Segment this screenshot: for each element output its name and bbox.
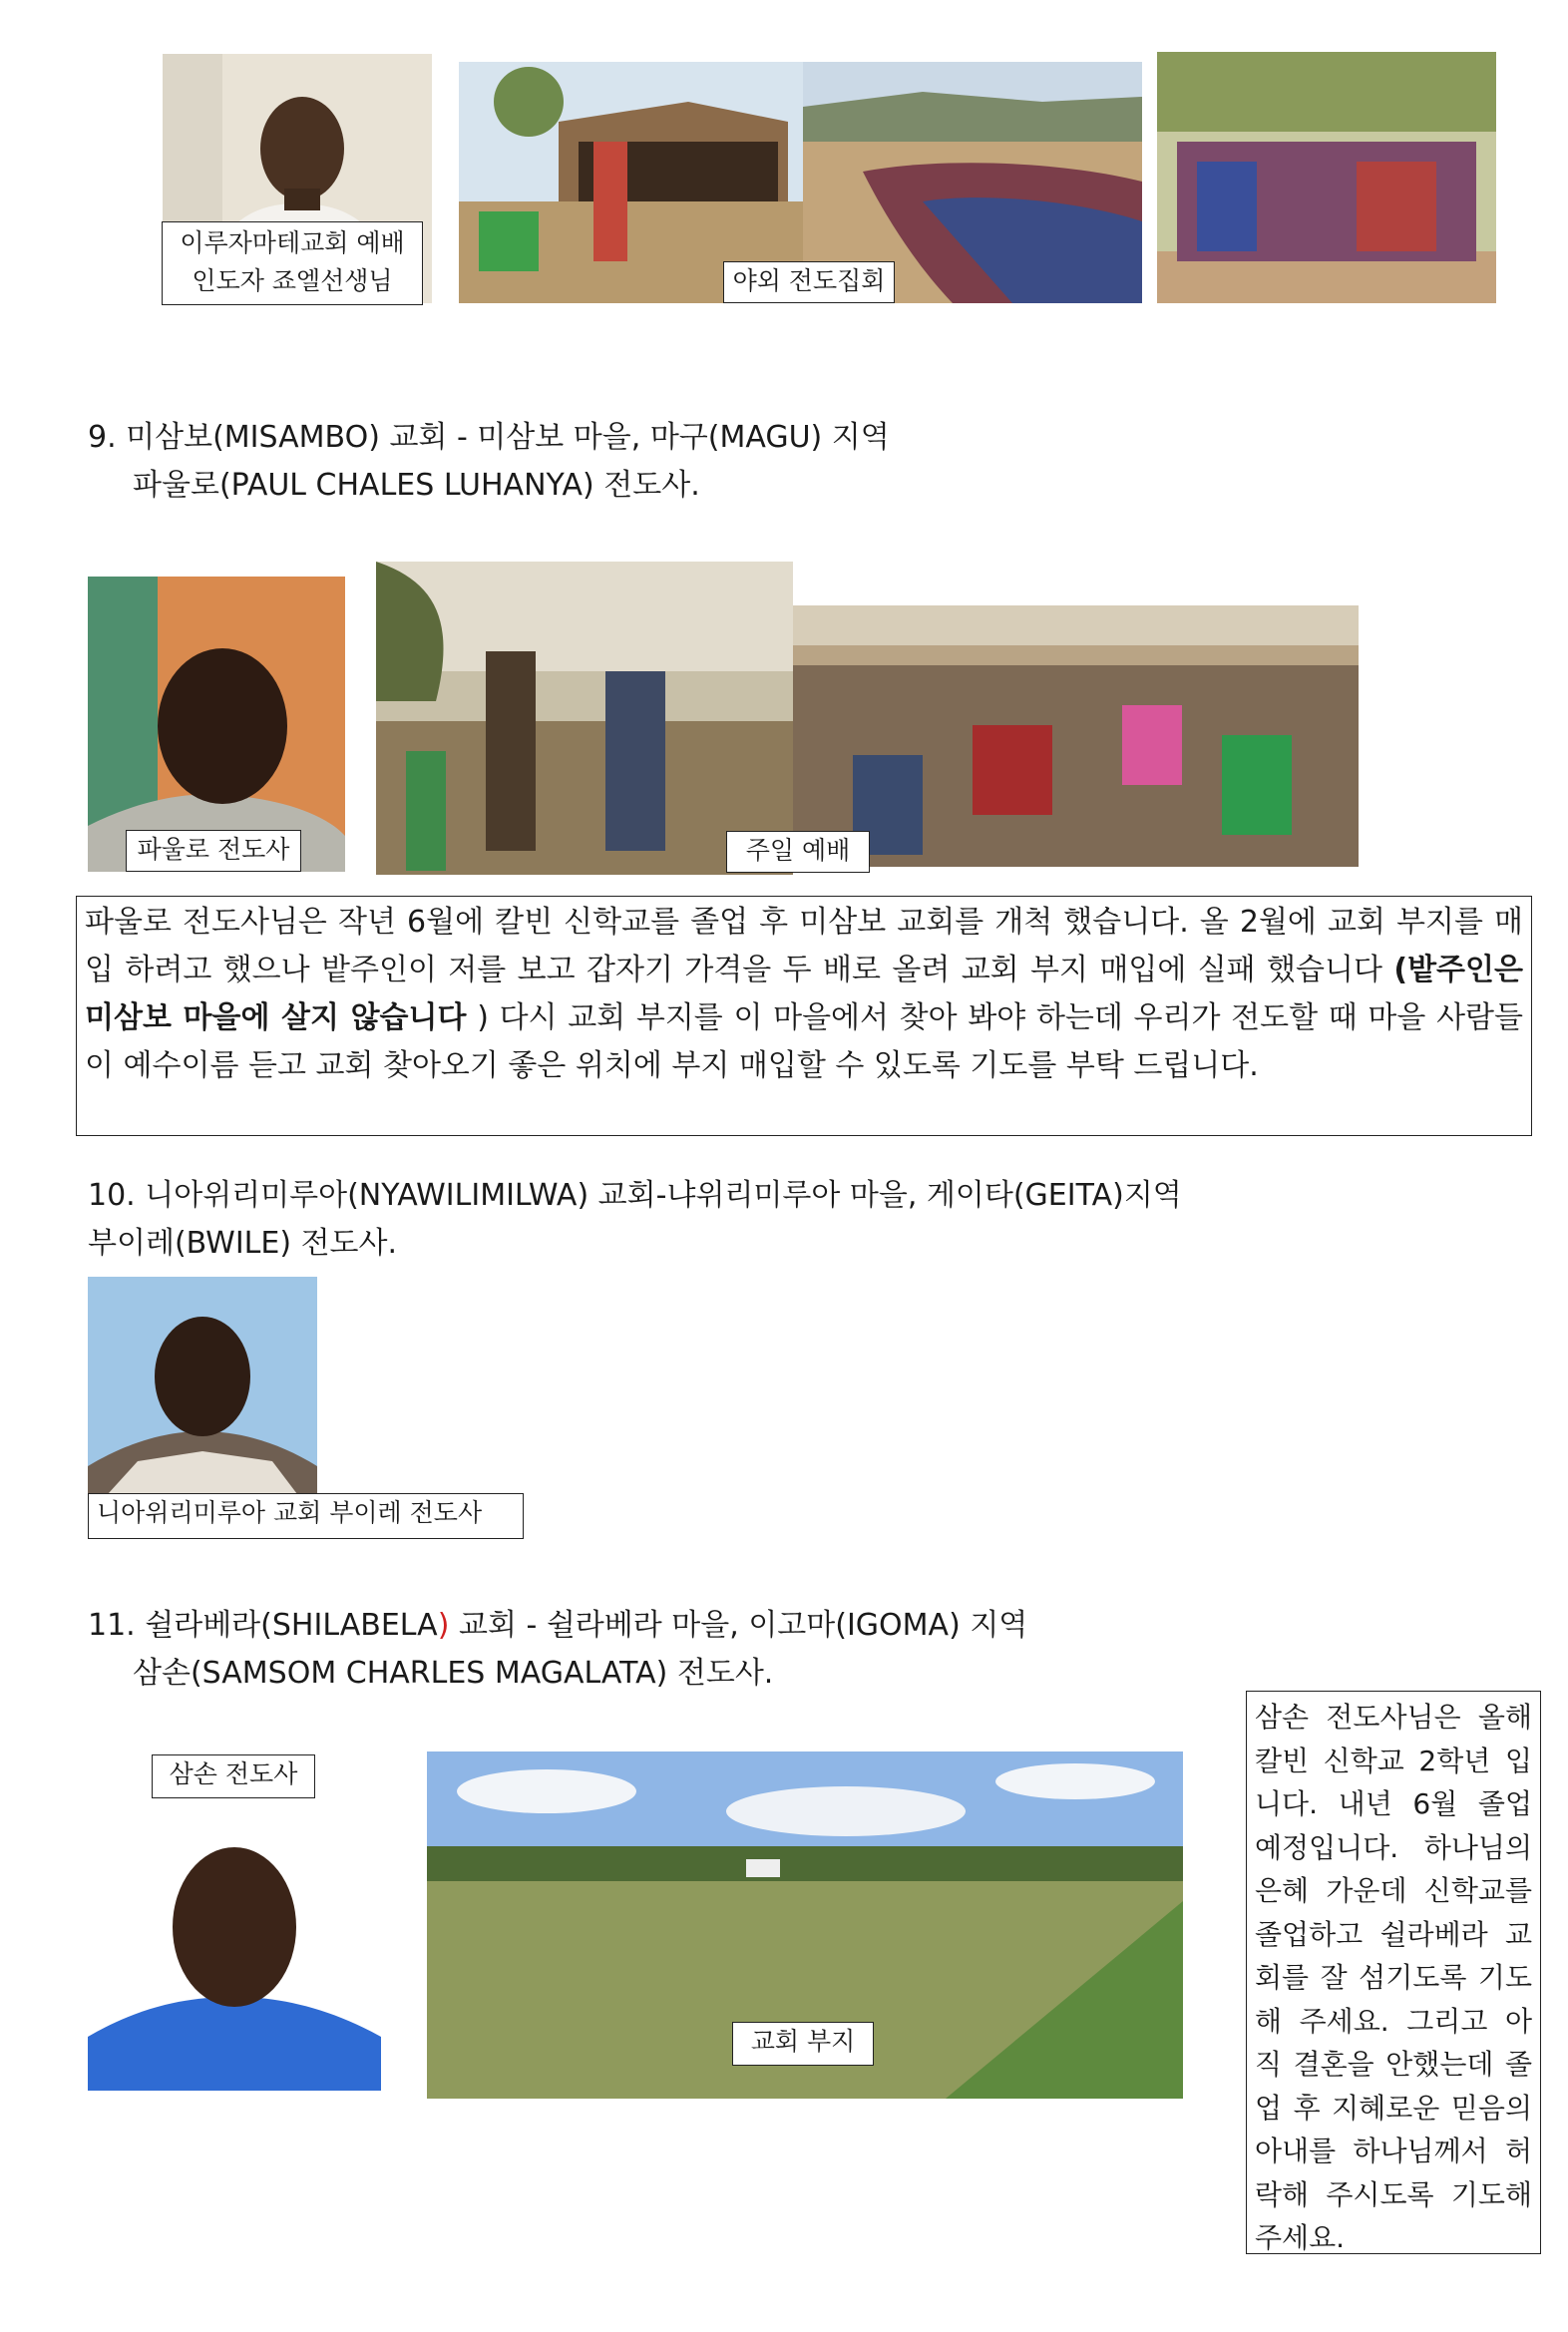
pastor-samson-photo <box>88 1817 381 2091</box>
section-10-subheading: 부이레(BWILE) 전도사. <box>88 1226 398 1261</box>
children-group-photo <box>1157 52 1496 303</box>
section-9-heading: 9. 미삼보(MISAMBO) 교회 - 미삼보 마을, 마구(MAGU) 지역 <box>88 420 890 455</box>
pastor-bwile-photo <box>88 1277 317 1494</box>
church-land-caption: 교회 부지 <box>732 2022 874 2066</box>
section-11-heading: 11. 쉴라베라(SHILABELA) 교회 - 쉴라베라 마을, 이고마(IGOMA) 지역 <box>88 1608 1028 1643</box>
sunday-worship-photo-1 <box>376 562 793 875</box>
sunday-worship-photo-2 <box>793 605 1359 867</box>
section-11-side-text: 삼손 전도사님은 올해 칼빈 신학교 2학년 입니다. 내년 6월 졸업 예정입니다. 하나님의 은혜 가운데 신학교를 졸업하고 쉴라베라 교회를 잘 섬기도록 기도해 주세요. 그리고 아직 결혼을 안했는데 졸업 후 지혜로운 믿음의 아내를 하나님께서 허락해 주시도록 기도해 주세요. <box>1255 1701 1532 2254</box>
section-11-side-box <box>1246 1691 1541 2254</box>
sunday-worship-caption: 주일 예배 <box>726 831 870 873</box>
section-11-subheading: 삼손(SAMSOM CHARLES MAGALATA) 전도사. <box>133 1656 774 1691</box>
landowner-note: (밭주인은 미삼보 마을에 살지 않습니다 <box>85 953 1523 1035</box>
pastor-paulo-photo <box>88 577 345 872</box>
section-9-text-box <box>76 896 1532 1136</box>
pastor-paulo-caption: 파울로 전도사 <box>126 830 301 872</box>
pastor-samson-caption: 삼손 전도사 <box>152 1754 315 1798</box>
section-9-subheading: 파울로(PAUL CHALES LUHANYA) 전도사. <box>133 468 700 503</box>
section-9-paragraph: 파울로 전도사님은 작년 6월에 칼빈 신학교를 졸업 후 미삼보 교회를 개척 했습니다. 올 2월에 교회 부지를 매입 하려고 했으나 밭주인이 저를 보고 갑자기 가격을 두 배로 올려 교회 부지 매입에 실패 했습니다 (밭주인은 미삼보 마을에 살지 않습니다 ) 다시 교회 부지를 이 마을에서 찾아 봐야 하는데 우리가 전도할 때 마을 사람들이 예수이름 듣고 교회 찾아오기 좋은 위치에 부지 매입할 수 있도록 기도를 부탁 드립니다. <box>85 905 1524 1083</box>
outdoor-evangelism-caption: 야외 전도집회 <box>723 261 895 303</box>
section-10-heading: 10. 니아위리미루아(NYAWILIMILWA) 교회-냐위리미루아 마을, 게이타(GEITA)지역 <box>88 1178 1182 1213</box>
pastor-bwile-caption: 니아위리미루아 교회 부이레 전도사 <box>88 1493 524 1539</box>
top-pastor-caption: 이루자마테교회 예배인도자 죠엘선생님 <box>162 221 423 305</box>
